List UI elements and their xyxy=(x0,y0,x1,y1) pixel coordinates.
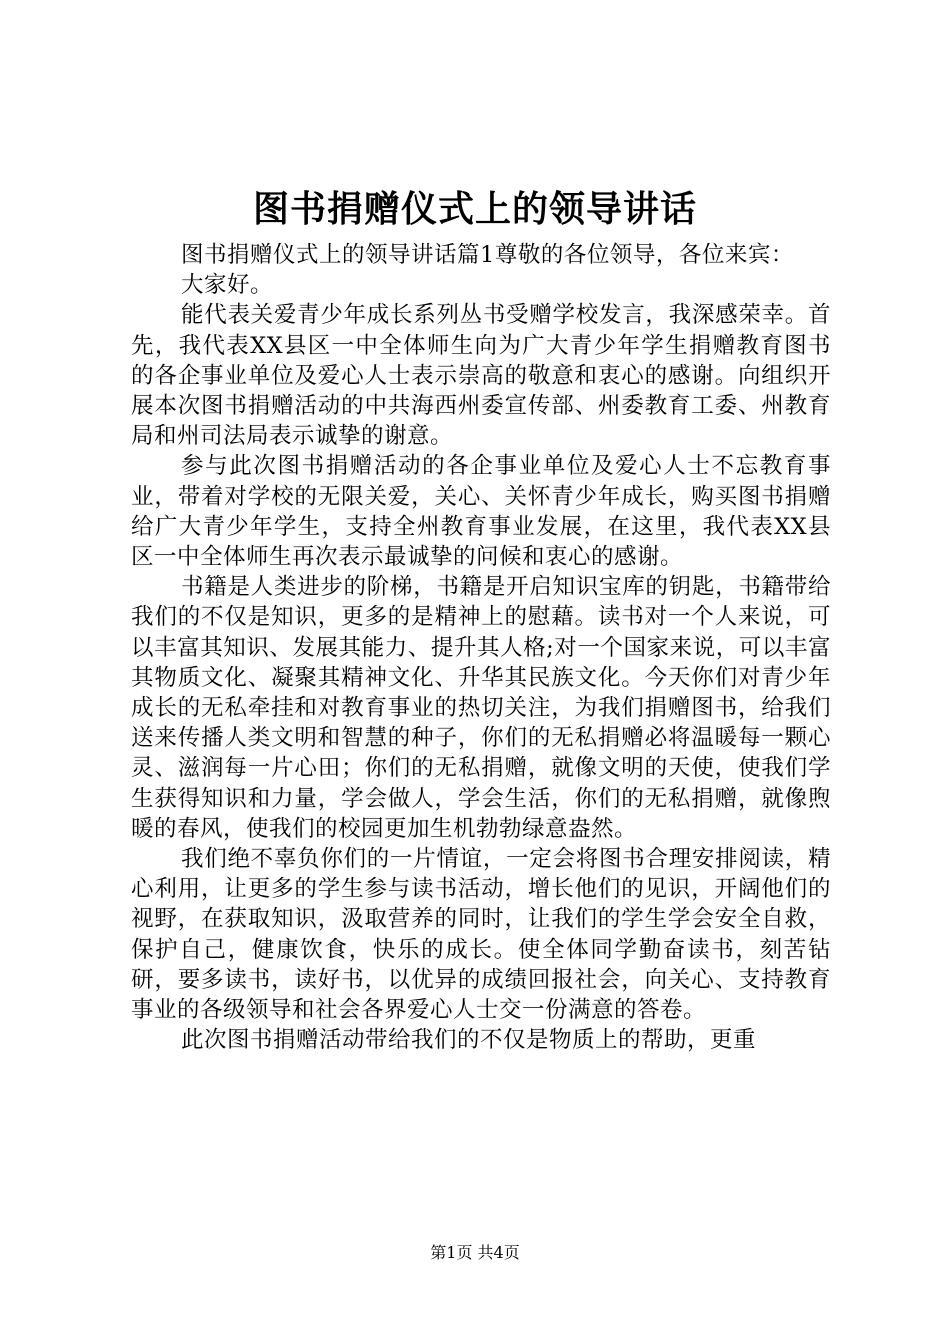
paragraph: 图书捐赠仪式上的领导讲话篇1尊敬的各位领导，各位来宾： xyxy=(181,242,794,268)
paragraph: 大家好。 xyxy=(181,272,274,299)
page-number-footer: 第1页 共4页 xyxy=(430,1243,520,1262)
paragraph: 书籍是人类进步的阶梯，书籍是开启知识宝库的钥匙，书籍带给我们的不仅是知识，更多的是精神上的慰藉。读书对一个人来说，可以丰富其知识、发展其能力、提升其人格;对一个国家来说，可以丰富其物质文化、凝聚其精神文化、升华其民族文化。今天你们对青少年成长的无私牵挂和对教育事业的热切关注，为我们捐赠图书，给我们送来传播人类文明和智慧的种子，你们的无私捐赠必将温暖每一颗心灵、滋润每一片心田；你们的无私捐赠，就像文明的天使，使我们学生获得知识和力量，学会做人，学会生活，你们的无私捐赠，就像煦暖的春风，使我们的校园更加生机勃勃绿意盎然。 xyxy=(131,574,831,842)
paragraph: 能代表关爱青少年成长系列丛书受赠学校发言，我深感荣幸。首先，我代表XX县区一中全体师生向为广大青少年学生捐赠教育图书的各企事业单位及爱心人士表示崇高的敬意和衷心的感谢。向组织开展本次图书捐赠活动的中共海西州委宣传部、州委教育工委、州教育局和州司法局表示诚挚的谢意。 xyxy=(131,302,831,450)
paragraph: 我们绝不辜负你们的一片情谊，一定会将图书合理安排阅读，精心利用，让更多的学生参与读书活动，增长他们的见识，开阔他们的视野，在获取知识，汲取营养的同时，让我们的学生学会安全自救，保护自己，健康饮食，快乐的成长。使全体同学勤奋读书，刻苦钻研，要多读书，读好书，以优异的成绩回报社会，向关心、支持教育事业的各级领导和社会各界爱心人士交一份满意的答卷。 xyxy=(131,846,831,1024)
document-title: 图书捐赠仪式上的领导讲话 xyxy=(252,188,697,230)
paragraph: 参与此次图书捐赠活动的各企事业单位及爱心人士不忘教育事业，带着对学校的无限关爱，关心、关怀青少年成长，购买图书捐赠给广大青少年学生，支持全州教育事业发展，在这里，我代表XX县区一中全体师生再次表示最诚挚的问候和衷心的感谢。 xyxy=(131,453,831,571)
document-body xyxy=(131,240,831,1055)
paragraph: 此次图书捐赠活动带给我们的不仅是物质上的帮助，更重 xyxy=(181,1027,757,1054)
